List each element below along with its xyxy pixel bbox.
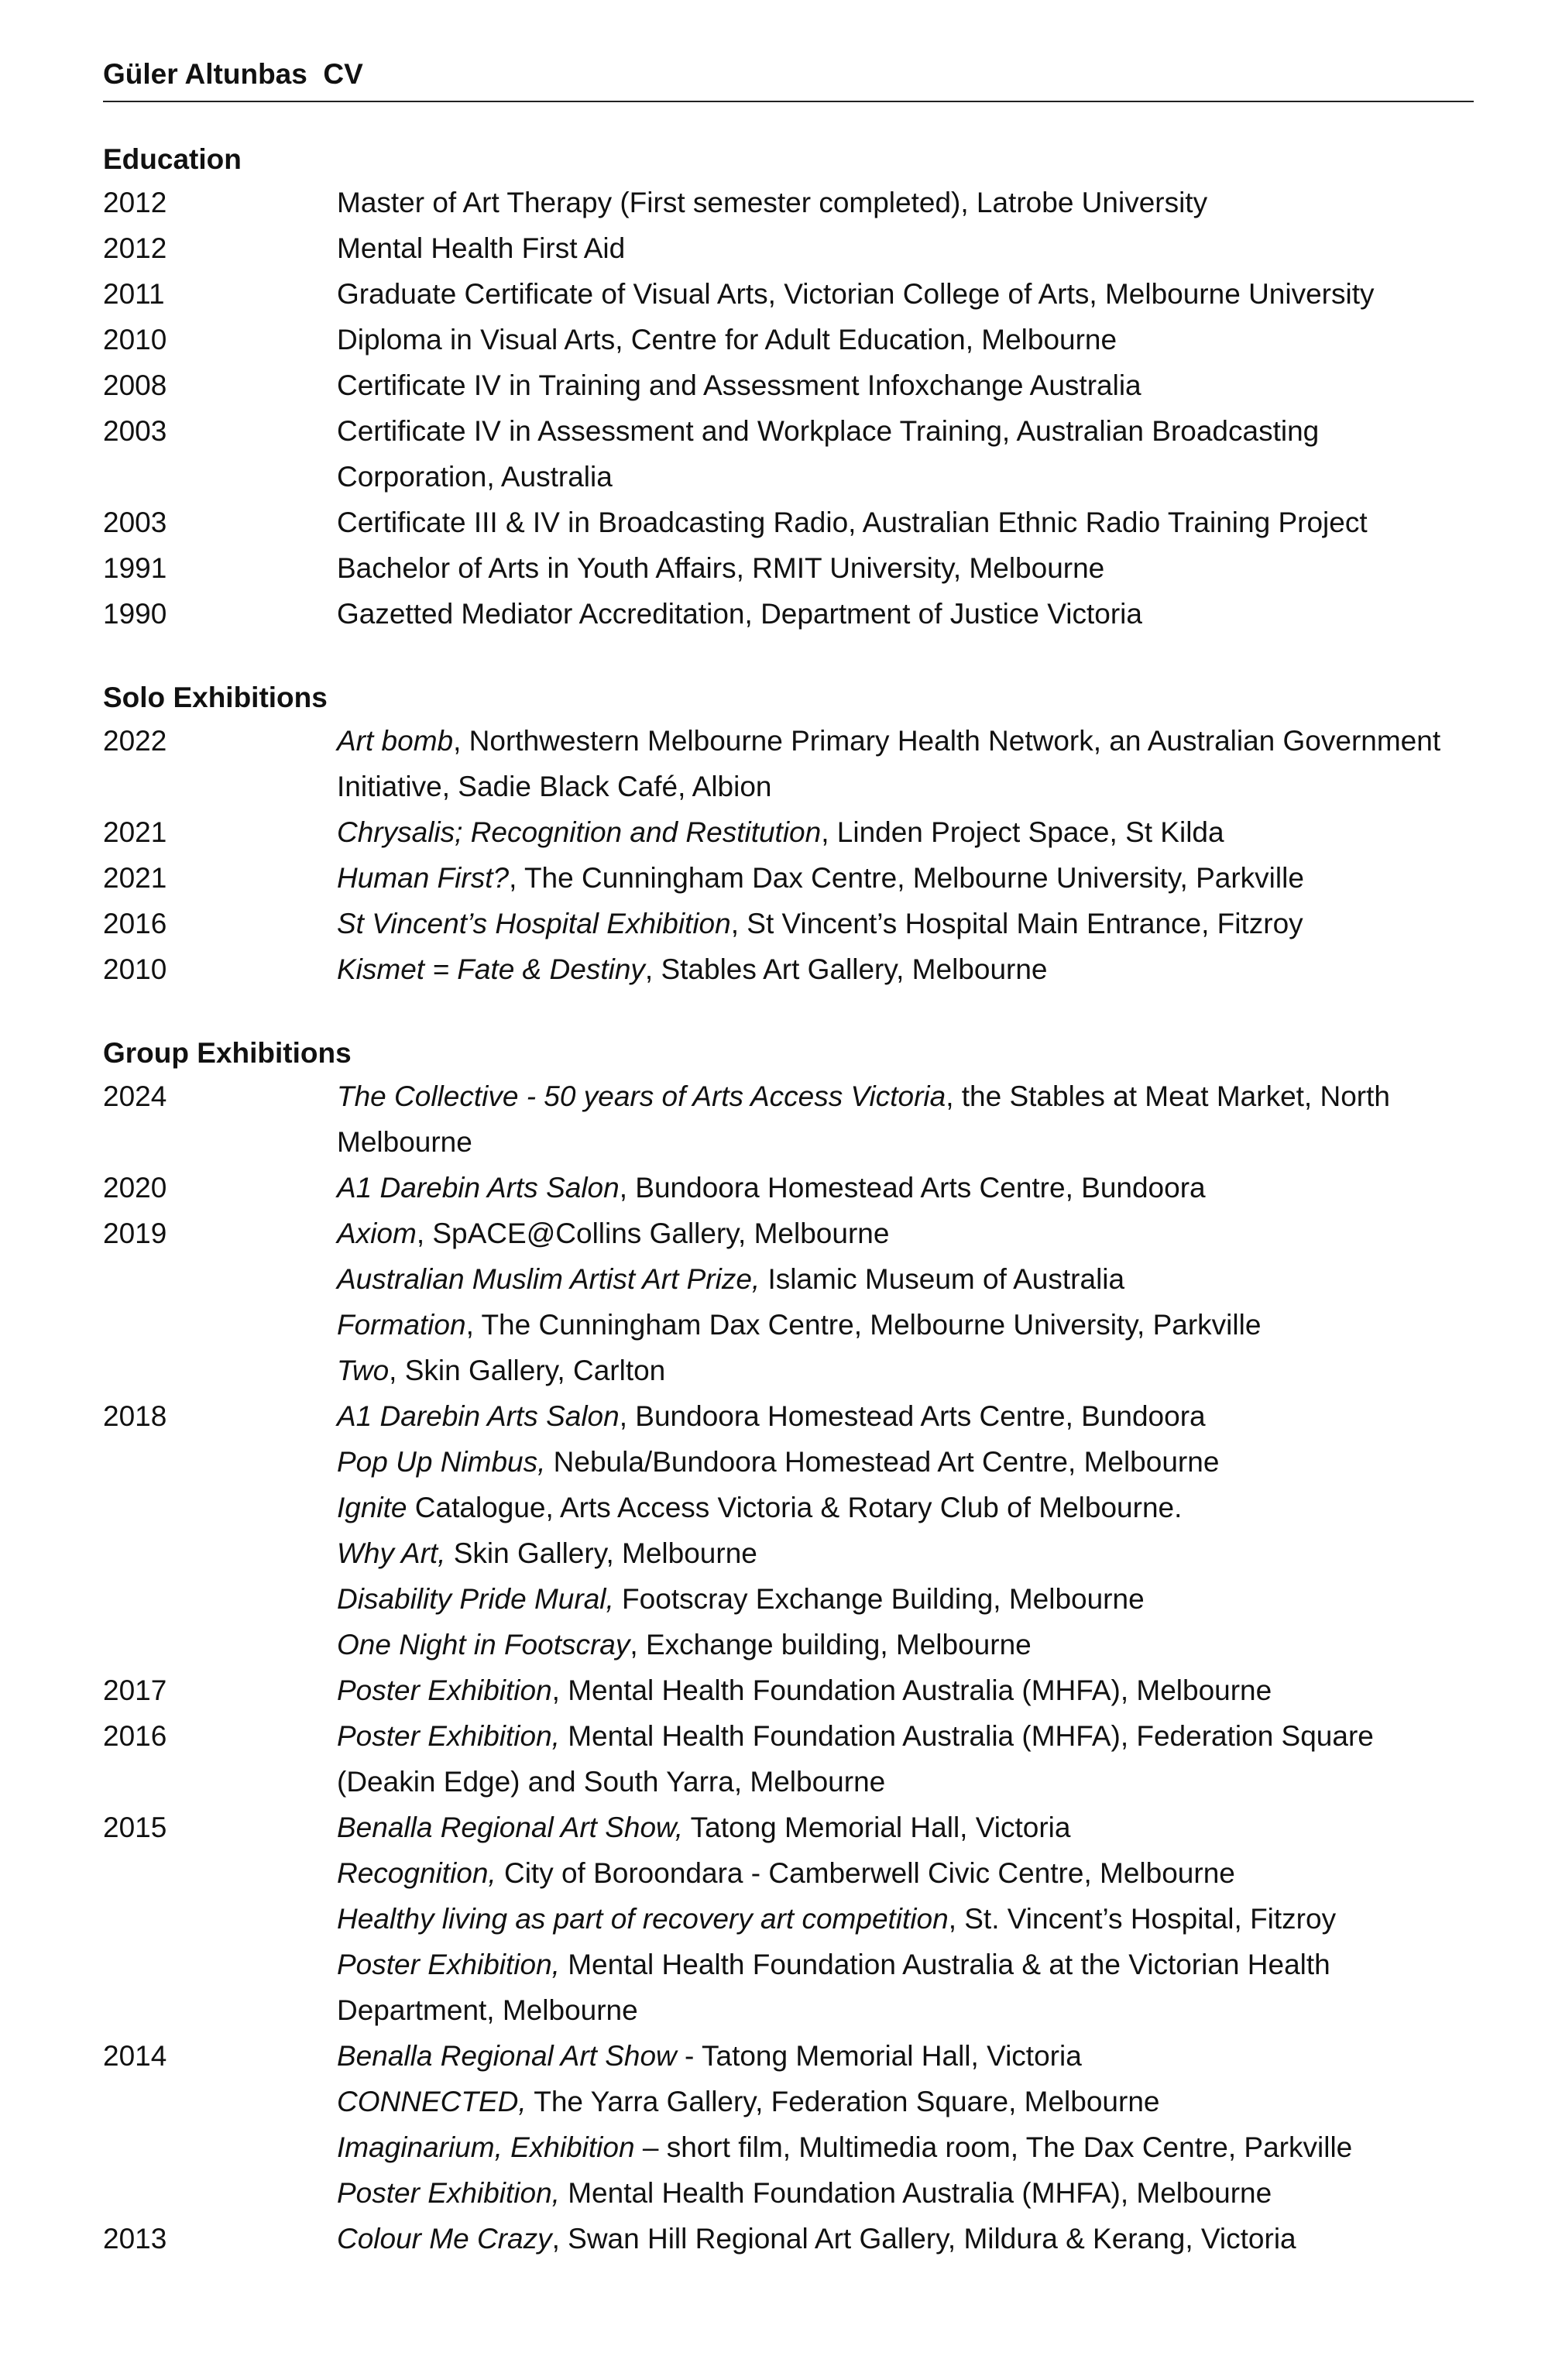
- entry-detail: Footscray Exchange Building, Melbourne: [613, 1583, 1145, 1615]
- entry-text: [337, 225, 1474, 271]
- entry-list: [337, 2216, 1474, 2262]
- entry-text: [337, 1622, 1474, 1667]
- entry-list: [337, 1393, 1474, 1667]
- cv-section: [103, 678, 1474, 992]
- entry-detail: Mental Health Foundation Australia (MHFA), Federation Square (Deakin Edge) and South Yarra, Melbourne: [337, 1720, 1374, 1798]
- work-title: Poster Exhibition: [337, 1674, 552, 1706]
- cv-row: [103, 718, 1474, 809]
- work-title: Colour Me Crazy: [337, 2223, 552, 2255]
- entry-detail: , Stables Art Gallery, Melbourne: [644, 953, 1048, 985]
- entry-detail: Graduate Certificate of Visual Arts, Victorian College of Arts, Melbourne University: [337, 278, 1375, 310]
- work-title: St Vincent’s Hospital Exhibition: [337, 908, 731, 939]
- entry-list: [337, 1713, 1474, 1805]
- entry-text: [337, 180, 1474, 225]
- entry-text: [337, 1256, 1474, 1302]
- entry-detail: Mental Health Foundation Australia & at the Victorian Health Department, Melbourne: [337, 1949, 1330, 2026]
- entry-list: [337, 901, 1474, 946]
- entry-list: [337, 1211, 1474, 1393]
- entry-text: [337, 1393, 1474, 1439]
- year-label: 2012: [103, 187, 167, 218]
- entry-detail: City of Boroondara - Camberwell Civic Centre, Melbourne: [496, 1857, 1235, 1889]
- entry-text: [337, 1073, 1474, 1165]
- section-heading: Group Exhibitions: [103, 1037, 352, 1069]
- entry-detail: , Exchange building, Melbourne: [630, 1629, 1032, 1661]
- work-title: Benalla Regional Art Show: [337, 2040, 677, 2072]
- year-label: 2010: [103, 953, 167, 985]
- entry-list: [337, 1805, 1474, 2033]
- entry-text: [337, 362, 1474, 408]
- work-title: Benalla Regional Art Show,: [337, 1812, 684, 1843]
- entry-list: [337, 591, 1474, 637]
- year-label: 2015: [103, 1812, 167, 1843]
- entry-text: [337, 500, 1474, 545]
- entry-detail: , The Cunningham Dax Centre, Melbourne University, Parkville: [465, 1309, 1262, 1341]
- year-label: 1991: [103, 552, 167, 584]
- work-title: The Collective - 50 years of Arts Access Victoria: [337, 1080, 946, 1112]
- work-title: Pop Up Nimbus,: [337, 1446, 546, 1478]
- work-title: Healthy living as part of recovery art competition: [337, 1903, 949, 1935]
- entry-text: [337, 1805, 1474, 1850]
- cv-section: [103, 139, 1474, 637]
- work-title: Poster Exhibition,: [337, 2177, 560, 2209]
- document-title: Güler Altunbas CV: [103, 58, 363, 90]
- entry-text: [337, 1713, 1474, 1805]
- entry-text: [337, 1485, 1474, 1530]
- entry-list: [337, 225, 1474, 271]
- work-title: One Night in Footscray: [337, 1629, 630, 1661]
- entry-list: [337, 1165, 1474, 1211]
- entry-text: [337, 1348, 1474, 1393]
- entry-detail: Master of Art Therapy (First semester completed), Latrobe University: [337, 187, 1208, 218]
- document-header: [103, 56, 1474, 102]
- entry-detail: Nebula/Bundoora Homestead Art Centre, Melbourne: [545, 1446, 1220, 1478]
- entry-text: [337, 2079, 1474, 2124]
- cv-row: [103, 2033, 1474, 2216]
- cv-row: [103, 901, 1474, 946]
- entry-detail: , Bundoora Homestead Arts Centre, Bundoora: [619, 1172, 1206, 1204]
- entry-text: [337, 809, 1474, 855]
- year-label: 2021: [103, 816, 167, 848]
- year-label: 1990: [103, 598, 167, 630]
- entry-detail: – short film, Multimedia room, The Dax Centre, Parkville: [634, 2131, 1353, 2163]
- work-title: Art bomb: [337, 725, 454, 757]
- entry-list: [337, 1667, 1474, 1713]
- entry-list: [337, 855, 1474, 901]
- work-title: A1 Darebin Arts Salon: [337, 1400, 620, 1432]
- entry-text: [337, 408, 1474, 500]
- cv-row: [103, 1165, 1474, 1211]
- entry-text: [337, 271, 1474, 317]
- entry-text: [337, 901, 1474, 946]
- entry-detail: , Northwestern Melbourne Primary Health Network, an Australian Government Initiative, Sadie Black Café, Albion: [337, 725, 1441, 802]
- cv-row: [103, 271, 1474, 317]
- entry-detail: Mental Health First Aid: [337, 232, 626, 264]
- entry-detail: Skin Gallery, Melbourne: [445, 1537, 757, 1569]
- work-title: Imaginarium, Exhibition: [337, 2131, 635, 2163]
- work-title: Two: [337, 1355, 390, 1386]
- cv-row: [103, 591, 1474, 637]
- entry-text: [337, 545, 1474, 591]
- cv-content: [103, 139, 1474, 2262]
- cv-row: [103, 225, 1474, 271]
- work-title: CONNECTED,: [337, 2086, 527, 2117]
- entry-detail: The Yarra Gallery, Federation Square, Melbourne: [526, 2086, 1160, 2117]
- year-label: 2019: [103, 1217, 167, 1249]
- cv-row: [103, 1713, 1474, 1805]
- entry-detail: - Tatong Memorial Hall, Victoria: [676, 2040, 1082, 2072]
- cv-row: [103, 408, 1474, 500]
- entry-list: [337, 271, 1474, 317]
- entry-detail: Tatong Memorial Hall, Victoria: [683, 1812, 1071, 1843]
- entry-text: [337, 1211, 1474, 1256]
- entry-text: [337, 1302, 1474, 1348]
- cv-row: [103, 1393, 1474, 1667]
- year-label: 2010: [103, 324, 167, 355]
- year-label: 2016: [103, 908, 167, 939]
- work-title: Formation: [337, 1309, 466, 1341]
- entry-text: [337, 1530, 1474, 1576]
- entry-text: [337, 1439, 1474, 1485]
- entry-list: [337, 718, 1474, 809]
- year-label: 2018: [103, 1400, 167, 1432]
- entry-text: [337, 2124, 1474, 2170]
- section-heading: Solo Exhibitions: [103, 682, 328, 713]
- entry-detail: , Skin Gallery, Carlton: [389, 1355, 666, 1386]
- entry-list: [337, 809, 1474, 855]
- entry-detail: , St. Vincent’s Hospital, Fitzroy: [948, 1903, 1337, 1935]
- entry-text: [337, 1942, 1474, 2033]
- entry-list: [337, 408, 1474, 500]
- work-title: Recognition,: [337, 1857, 496, 1889]
- cv-row: [103, 500, 1474, 545]
- cv-row: [103, 809, 1474, 855]
- work-title: Ignite: [337, 1492, 407, 1523]
- work-title: Axiom: [337, 1217, 417, 1249]
- entry-list: [337, 2033, 1474, 2216]
- entry-text: [337, 1576, 1474, 1622]
- work-title: Why Art,: [337, 1537, 446, 1569]
- work-title: Kismet = Fate & Destiny: [337, 953, 645, 985]
- entry-detail: , St Vincent’s Hospital Main Entrance, Fitzroy: [730, 908, 1303, 939]
- entry-text: [337, 2216, 1474, 2262]
- year-label: 2003: [103, 415, 167, 447]
- cv-row: [103, 2216, 1474, 2262]
- entry-detail: Certificate IV in Training and Assessment Infoxchange Australia: [337, 369, 1141, 401]
- cv-row: [103, 180, 1474, 225]
- work-title: Human First?: [337, 862, 510, 894]
- entry-detail: Certificate III & IV in Broadcasting Radio, Australian Ethnic Radio Training Project: [337, 507, 1368, 538]
- entry-detail: Diploma in Visual Arts, Centre for Adult Education, Melbourne: [337, 324, 1117, 355]
- cv-row: [103, 1211, 1474, 1393]
- year-label: 2022: [103, 725, 167, 757]
- section-heading: Education: [103, 143, 242, 175]
- work-title: Australian Muslim Artist Art Prize,: [337, 1263, 760, 1295]
- entry-list: [337, 1073, 1474, 1165]
- cv-section: [103, 1033, 1474, 2262]
- year-label: 2013: [103, 2223, 167, 2255]
- entry-detail: Certificate IV in Assessment and Workplace Training, Australian Broadcasting Corporation, Australia: [337, 415, 1320, 493]
- year-label: 2003: [103, 507, 167, 538]
- entry-text: [337, 591, 1474, 637]
- entry-text: [337, 317, 1474, 362]
- entry-list: [337, 317, 1474, 362]
- year-label: 2016: [103, 1720, 167, 1752]
- work-title: A1 Darebin Arts Salon: [337, 1172, 620, 1204]
- year-label: 2024: [103, 1080, 167, 1112]
- cv-row: [103, 1073, 1474, 1165]
- entry-text: [337, 1667, 1474, 1713]
- entry-text: [337, 946, 1474, 992]
- entry-text: [337, 1165, 1474, 1211]
- entry-text: [337, 1850, 1474, 1896]
- entry-text: [337, 855, 1474, 901]
- cv-row: [103, 317, 1474, 362]
- entry-detail: Mental Health Foundation Australia (MHFA), Melbourne: [559, 2177, 1272, 2209]
- year-label: 2021: [103, 862, 167, 894]
- entry-list: [337, 500, 1474, 545]
- cv-row: [103, 545, 1474, 591]
- entry-list: [337, 545, 1474, 591]
- entry-list: [337, 362, 1474, 408]
- year-label: 2014: [103, 2040, 167, 2072]
- entry-detail: , Linden Project Space, St Kilda: [821, 816, 1224, 848]
- entry-detail: Catalogue, Arts Access Victoria & Rotary Club of Melbourne.: [407, 1492, 1183, 1523]
- cv-row: [103, 1667, 1474, 1713]
- entry-list: [337, 946, 1474, 992]
- work-title: Chrysalis; Recognition and Restitution: [337, 816, 822, 848]
- entry-detail: , Swan Hill Regional Art Gallery, Mildura & Kerang, Victoria: [551, 2223, 1296, 2255]
- entry-detail: Bachelor of Arts in Youth Affairs, RMIT University, Melbourne: [337, 552, 1105, 584]
- year-label: 2008: [103, 369, 167, 401]
- cv-row: [103, 1805, 1474, 2033]
- entry-detail: , the Stables at Meat Market, North Melbourne: [337, 1080, 1390, 1158]
- entry-text: [337, 2033, 1474, 2079]
- cv-row: [103, 946, 1474, 992]
- entry-detail: , Bundoora Homestead Arts Centre, Bundoora: [619, 1400, 1206, 1432]
- work-title: Poster Exhibition,: [337, 1720, 560, 1752]
- year-label: 2017: [103, 1674, 167, 1706]
- entry-text: [337, 718, 1474, 809]
- entry-text: [337, 1896, 1474, 1942]
- year-label: 2020: [103, 1172, 167, 1204]
- entry-detail: , SpACE@Collins Gallery, Melbourne: [416, 1217, 890, 1249]
- entry-text: [337, 2170, 1474, 2216]
- entry-detail: , The Cunningham Dax Centre, Melbourne University, Parkville: [509, 862, 1304, 894]
- year-label: 2011: [103, 278, 165, 310]
- entry-detail: , Mental Health Foundation Australia (MHFA), Melbourne: [551, 1674, 1272, 1706]
- entry-list: [337, 180, 1474, 225]
- cv-row: [103, 855, 1474, 901]
- work-title: Poster Exhibition,: [337, 1949, 560, 1980]
- cv-row: [103, 362, 1474, 408]
- work-title: Disability Pride Mural,: [337, 1583, 614, 1615]
- entry-detail: Islamic Museum of Australia: [760, 1263, 1125, 1295]
- year-label: 2012: [103, 232, 167, 264]
- entry-detail: Gazetted Mediator Accreditation, Department of Justice Victoria: [337, 598, 1142, 630]
